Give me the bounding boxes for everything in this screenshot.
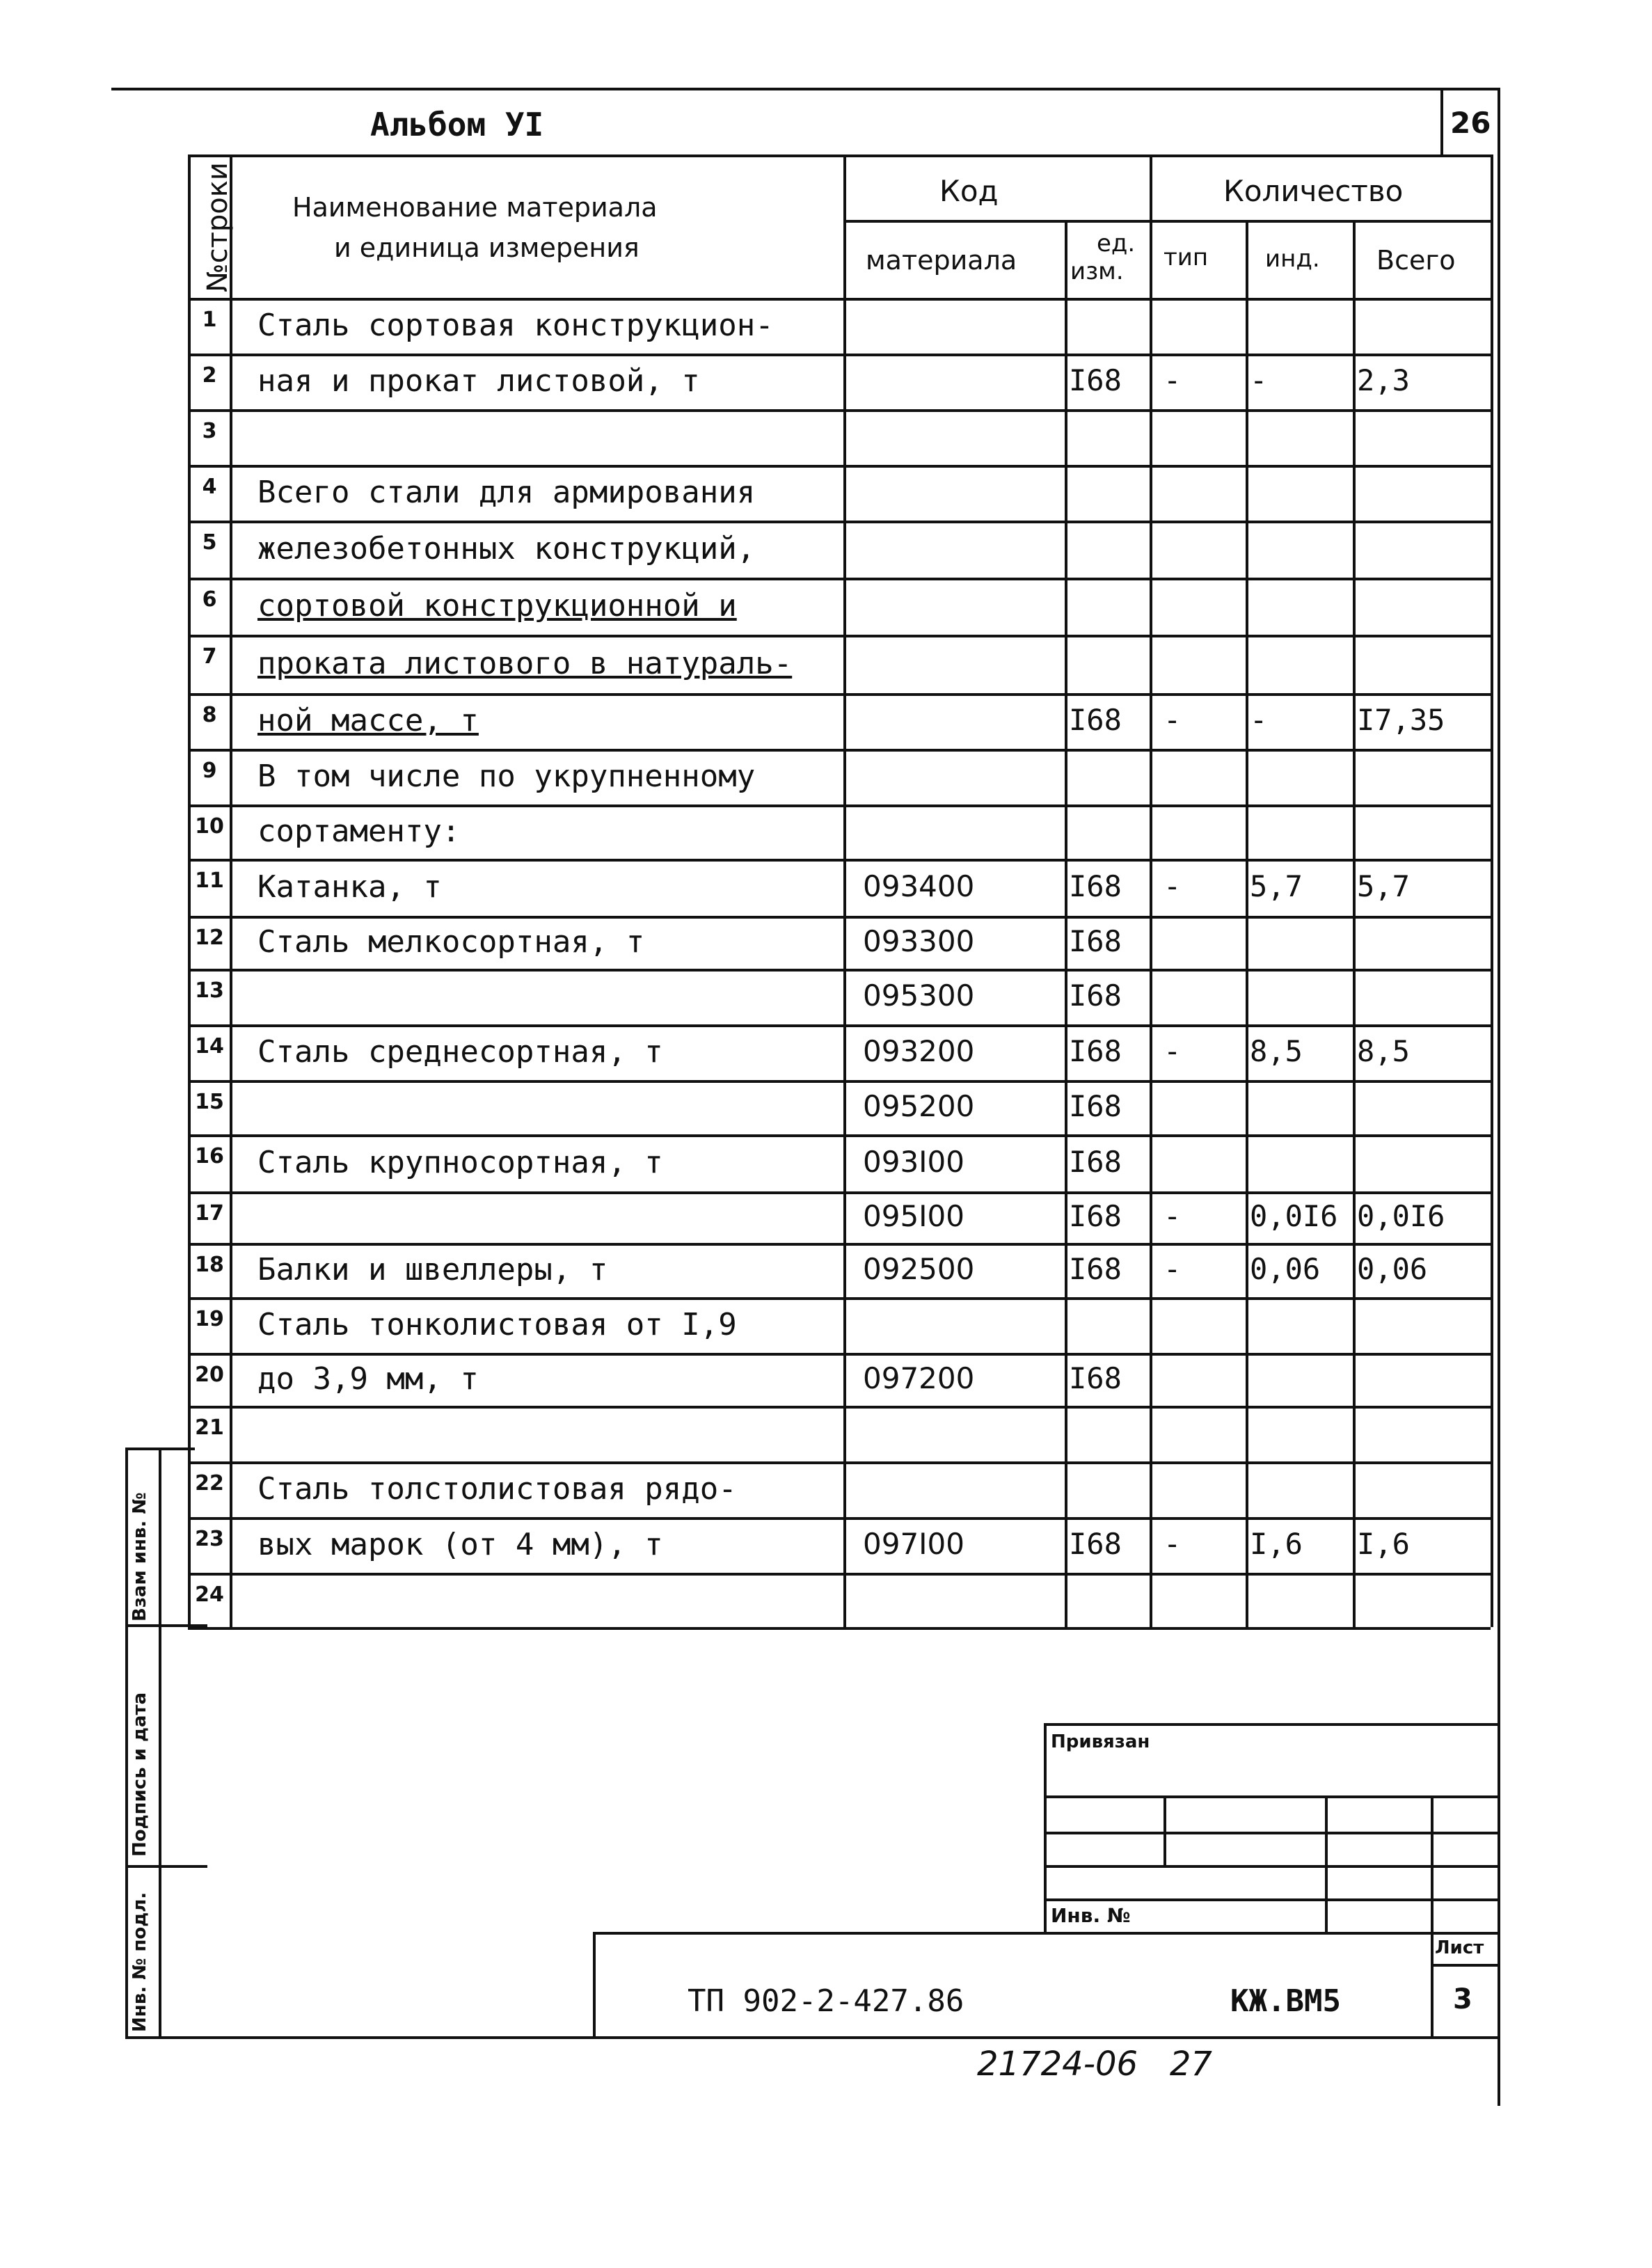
material-name: до 3,9 мм, т: [257, 1361, 479, 1397]
sheet-box-left: [1431, 1932, 1433, 2039]
material-name: Всего стали для армирования: [257, 475, 756, 510]
row-number: 14: [195, 1034, 224, 1058]
material-name: проката листового в натураль-: [257, 646, 793, 681]
typ-subheader: тип: [1163, 244, 1209, 271]
row-border: [188, 578, 1491, 580]
privyazan-top: [1044, 1723, 1500, 1726]
material-code: 093400: [863, 869, 975, 903]
material-code: 095200: [863, 1089, 975, 1123]
privyazan-col-2: [1325, 1795, 1328, 1932]
row-number: 2: [202, 363, 217, 388]
row-number: 12: [195, 926, 224, 950]
material-name: Сталь толстолистовая рядо-: [257, 1471, 737, 1507]
qty-typ: -: [1163, 869, 1182, 903]
row-border: [188, 354, 1491, 356]
row-border: [188, 298, 1491, 301]
material-code: 095I00: [863, 1199, 964, 1233]
page-number: 26: [1450, 106, 1491, 140]
qty-typ: -: [1163, 703, 1182, 737]
qty-total: 8,5: [1357, 1034, 1410, 1068]
material-name: Балки и швеллеры, т: [257, 1252, 608, 1287]
row-border: [188, 635, 1491, 637]
unit-code: I68: [1069, 978, 1122, 1013]
material-name: Сталь среднесортная, т: [257, 1034, 663, 1070]
qty-ind: 0,0I6: [1250, 1199, 1338, 1233]
material-code: 095300: [863, 978, 975, 1013]
qty-total: 0,06: [1357, 1252, 1428, 1286]
row-number: 22: [195, 1471, 224, 1496]
ind-subheader: инд.: [1265, 245, 1320, 273]
unit-code: I68: [1069, 1089, 1122, 1123]
row-border: [188, 1353, 1491, 1356]
qty-total: 0,0I6: [1357, 1199, 1445, 1233]
qty-ind: 8,5: [1250, 1034, 1303, 1068]
qty-typ: -: [1163, 1527, 1182, 1561]
row-border: [188, 1461, 1491, 1464]
stamp-top-rule: [125, 1448, 195, 1450]
unit-code: I68: [1069, 1199, 1122, 1233]
row-number: 1: [202, 308, 217, 332]
row-border: [188, 1406, 1491, 1409]
ind-col-divider: [1246, 220, 1248, 1627]
row-number: 18: [195, 1253, 224, 1277]
quantity-header: Количество: [1223, 174, 1404, 208]
inv-no-label: Инв. №: [1051, 1904, 1131, 1927]
stamp-vzam: Взам инв. №: [129, 1492, 150, 1621]
unit-code: I68: [1069, 1034, 1122, 1068]
row-number: 9: [202, 759, 217, 783]
unit-code: I68: [1069, 1527, 1122, 1561]
material-name: ной массе, т: [257, 703, 479, 738]
row-number: 11: [195, 869, 224, 893]
material-name: вых марок (от 4 мм), т: [257, 1527, 663, 1562]
row-border: [188, 1024, 1491, 1027]
material-name: Сталь тонколистовая от I,9: [257, 1307, 737, 1342]
row-border: [188, 749, 1491, 752]
material-code: 097200: [863, 1361, 975, 1395]
unit-code: I68: [1069, 363, 1122, 397]
material-code: 093300: [863, 924, 975, 958]
unit-code: I68: [1069, 869, 1122, 903]
sheet-box-divider: [1431, 1964, 1500, 1967]
unit-code: I68: [1069, 1361, 1122, 1395]
row-border: [188, 521, 1491, 523]
qty-typ: -: [1163, 1252, 1182, 1286]
table-top-border: [188, 154, 1491, 157]
album-title: Альбом УI: [370, 106, 544, 143]
row-border: [188, 859, 1491, 862]
row-number: 3: [202, 419, 217, 443]
stamp-inv: Инв. № подл.: [129, 1892, 150, 2032]
row-number: 13: [195, 978, 224, 1003]
qty-typ: -: [1163, 1199, 1182, 1233]
unit-code: I68: [1069, 924, 1122, 958]
row-border: [188, 1134, 1491, 1137]
table-right-border: [1491, 154, 1493, 1627]
qty-total: 5,7: [1357, 869, 1410, 903]
document-code: ТП 902-2-427.86: [688, 1983, 964, 2019]
material-name: Сталь крупносортная, т: [257, 1145, 663, 1180]
material-name: Катанка, т: [257, 869, 442, 905]
qty-ind: -: [1250, 363, 1268, 397]
unit-subheader-line1: ед.: [1097, 230, 1136, 257]
row-border: [188, 916, 1491, 919]
header-split-line: [843, 220, 1491, 223]
row-number: 23: [195, 1527, 224, 1551]
row-border: [188, 1080, 1491, 1083]
material-name: Сталь мелкосортная, т: [257, 924, 645, 960]
row-number: 21: [195, 1415, 224, 1440]
material-name: ная и прокат листовой, т: [257, 363, 700, 399]
title-block-left: [593, 1932, 596, 2039]
row-border: [188, 1191, 1491, 1194]
bottom-frame-rule: [125, 2036, 1500, 2039]
row-number: 15: [195, 1090, 224, 1114]
stamp-inner-border: [159, 1448, 161, 2039]
row-number: 17: [195, 1201, 224, 1226]
sheet-label: Лист: [1435, 1937, 1484, 1958]
qty-total: I7,35: [1357, 703, 1445, 737]
total-col-divider: [1353, 220, 1356, 1627]
row-number: 7: [202, 644, 217, 669]
row-number: 10: [195, 814, 224, 839]
row-border: [188, 693, 1491, 696]
qty-typ: -: [1163, 363, 1182, 397]
row-border: [188, 1297, 1491, 1300]
qty-ind: -: [1250, 703, 1268, 737]
name-header-line1: Наименование материала: [292, 192, 658, 223]
stamp-divider-2: [125, 1865, 207, 1868]
unit-col-divider: [1065, 220, 1067, 1627]
row-number: 20: [195, 1363, 224, 1387]
material-name: Сталь сортовая конструкцион-: [257, 308, 774, 343]
unit-subheader-line2: изм.: [1070, 257, 1124, 285]
document-mark: КЖ.ВМ5: [1230, 1983, 1341, 2019]
top-rule: [111, 88, 1500, 90]
qty-total: 2,3: [1357, 363, 1410, 397]
row-number-header: №строки: [202, 162, 234, 292]
material-subheader: материала: [866, 245, 1017, 276]
unit-code: I68: [1069, 1145, 1122, 1179]
qty-ind: 0,06: [1250, 1252, 1321, 1286]
row-number: 5: [202, 530, 217, 555]
unit-code: I68: [1069, 1252, 1122, 1286]
page-number-divider: [1440, 88, 1443, 157]
material-name: сортовой конструкционной и: [257, 588, 737, 624]
qty-typ: -: [1163, 1034, 1182, 1068]
row-number: 6: [202, 587, 217, 612]
material-name: В том числе по укрупненному: [257, 759, 756, 794]
material-code: 093200: [863, 1034, 975, 1068]
material-code: 092500: [863, 1252, 975, 1286]
row-number: 16: [195, 1144, 224, 1168]
total-subheader: Всего: [1376, 245, 1456, 276]
stamp-podpis: Подпись и дата: [129, 1692, 150, 1857]
row-border: [188, 969, 1491, 972]
footer-note: 21724-06 27: [977, 2045, 1212, 2084]
row-number: 8: [202, 703, 217, 727]
row-number: 19: [195, 1307, 224, 1331]
row-border: [188, 1243, 1491, 1246]
qty-ind: I,6: [1250, 1527, 1303, 1561]
row-border: [188, 804, 1491, 807]
material-name: железобетонных конструкций,: [257, 531, 756, 566]
row-border: [188, 1573, 1491, 1576]
table-bottom-border: [188, 1627, 1491, 1630]
unit-code: I68: [1069, 703, 1122, 737]
row-number: 24: [195, 1583, 224, 1607]
stamp-left-border: [125, 1448, 128, 2039]
row-border: [188, 1517, 1491, 1520]
privyazan-label: Привязан: [1051, 1731, 1150, 1752]
title-block-top: [593, 1932, 1500, 1935]
right-outer-border: [1498, 88, 1500, 2106]
code-header: Код: [939, 174, 999, 208]
privyazan-col-3: [1431, 1795, 1433, 1932]
name-header-line2: и единица измерения: [334, 232, 640, 263]
sheet-number: 3: [1453, 1983, 1472, 2015]
material-code: 093I00: [863, 1145, 964, 1179]
privyazan-col-1: [1163, 1795, 1166, 1865]
row-number: 4: [202, 475, 217, 499]
qty-total: I,6: [1357, 1527, 1410, 1561]
stamp-divider-1: [125, 1624, 207, 1627]
material-name: сортаменту:: [257, 814, 461, 849]
row-border: [188, 465, 1491, 468]
material-code: 097I00: [863, 1527, 964, 1561]
row-border: [188, 409, 1491, 412]
qty-ind: 5,7: [1250, 869, 1303, 903]
